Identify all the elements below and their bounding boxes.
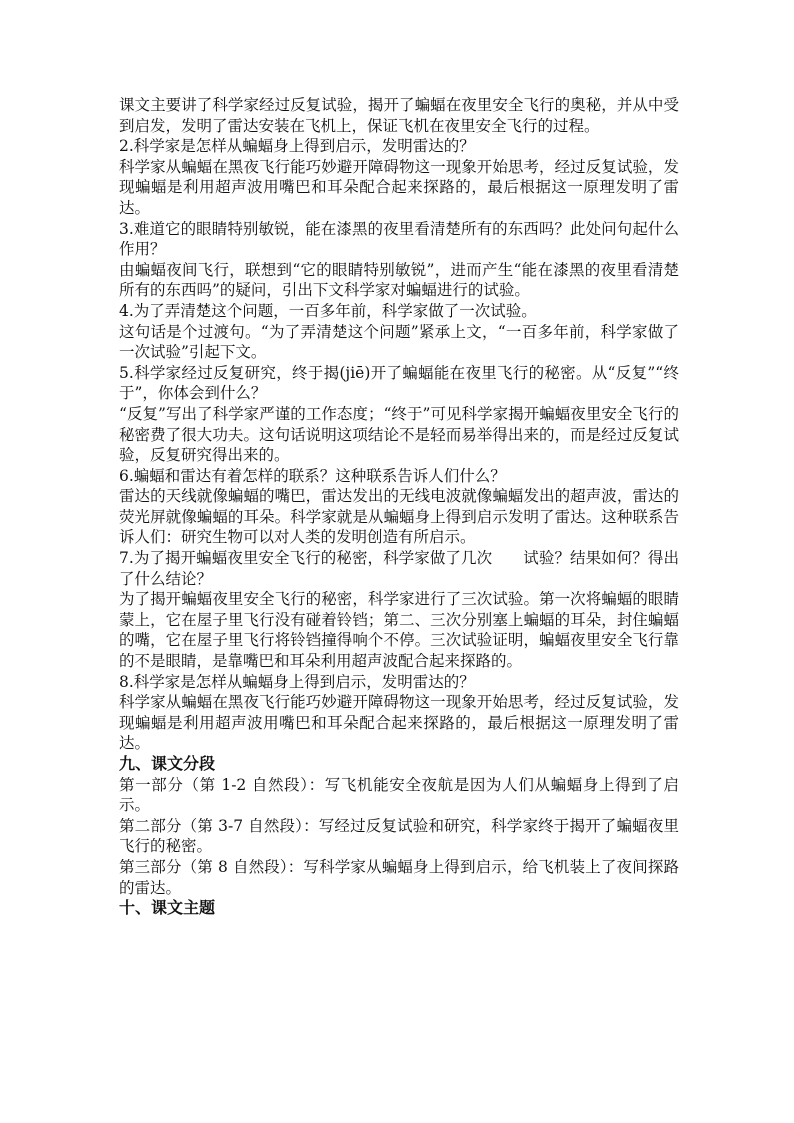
answer-8: 科学家从蝙蝠在黑夜飞行能巧妙避开障碍物这一现象开始思考，经过反复试验，发现蝙蝠是利用超声波用嘴巴和耳朵配合起来探路的，最后根据这一原理发明了雷达。	[119, 693, 679, 753]
question-7: 7.为了揭开蝙蝠夜里安全飞行的秘密，科学家做了几次 试验？结果如何？得出了什么结论？	[119, 549, 679, 588]
answer-5: “反复”写出了科学家严谨的工作态度；“终于”可见科学家揭开蝙蝠夜里安全飞行的秘密费了很大功夫。这句话说明这项结论不是轻而易举得出来的，而是经过反复试验，反复研究得出来的。	[119, 404, 679, 465]
document-page	[119, 95, 679, 919]
answer-6: 雷达的天线就像蝙蝠的嘴巴，雷达发出的无线电波就像蝙蝠发出的超声波，雷达的荧光屏就像蝙蝠的耳朵。科学家就是从蝙蝠身上得到启示发明了雷达。这种联系告诉人们：研究生物可以对人类的发明创造有所启示。	[119, 487, 679, 547]
question-6: 6.蝙蝠和雷达有着怎样的联系？这种联系告诉人们什么？	[119, 466, 506, 485]
section9-part-2: 第二部分（第 3-7 自然段）：写经过反复试验和研究，科学家终于揭开了蝙蝠夜里飞行的秘密。	[119, 816, 679, 856]
section-heading-9: 九、课文分段	[119, 754, 216, 773]
answer-2: 科学家从蝙蝠在黑夜飞行能巧妙避开障碍物这一现象开始思考，经过反复试验，发现蝙蝠是利用超声波用嘴巴和耳朵配合起来探路的，最后根据这一原理发明了雷达。	[119, 157, 679, 217]
question-8: 8.科学家是怎样从蝙蝠身上得到启示，发明雷达的？	[119, 672, 475, 691]
question-2: 2.科学家是怎样从蝙蝠身上得到启示，发明雷达的？	[119, 137, 475, 156]
section-heading-10: 十、课文主题	[119, 898, 216, 918]
section9-part-1: 第一部分（第 1-2 自然段）：写飞机能安全夜航是因为人们从蝙蝠身上得到了启示。	[119, 775, 679, 815]
section9-part-3: 第三部分（第 8 自然段）：写科学家从蝙蝠身上得到启示，给飞机装上了夜间探路的雷达。	[119, 857, 679, 897]
summary-paragraph: 课文主要讲了科学家经过反复试验，揭开了蝙蝠在夜里安全飞行的奥秘，并从中受到启发，发明了雷达安装在飞机上，保证飞机在夜里安全飞行的过程。	[119, 96, 679, 135]
answer-3: 由蝙蝠夜间飞行，联想到“它的眼睛特别敏锐”，进而产生“能在漆黑的夜里看清楚所有的东西吗”的疑问，引出下文科学家对蝙蝠进行的试验。	[119, 260, 679, 300]
question-3: 3.难道它的眼睛特别敏锐，能在漆黑的夜里看清楚所有的东西吗？此处问句起什么作用？	[119, 219, 679, 259]
answer-4: 这句话是个过渡句。“为了弄清楚这个问题”紧承上文，“一百多年前，科学家做了一次试验”引起下文。	[119, 322, 679, 362]
answer-7: 为了揭开蝙蝠夜里安全飞行的秘密，科学家进行了三次试验。第一次将蝙蝠的眼睛蒙上，它在屋子里飞行没有碰着铃铛；第二、三次分别塞上蝙蝠的耳朵，封住蝙蝠的嘴，它在屋子里飞行将铃铛撞得响个不停。三次试验证明，蝙蝠夜里安全飞行靠的不是眼睛，是靠嘴巴和耳朵利用超声波配合起来探路的。	[119, 590, 679, 671]
question-5: 5.科学家经过反复研究，终于揭(jiē)开了蝙蝠能在夜里飞行的秘密。从“反复”“终于”，你体会到什么？	[119, 363, 679, 403]
question-4: 4.为了弄清楚这个问题，一百多年前，科学家做了一次试验。	[119, 301, 537, 320]
